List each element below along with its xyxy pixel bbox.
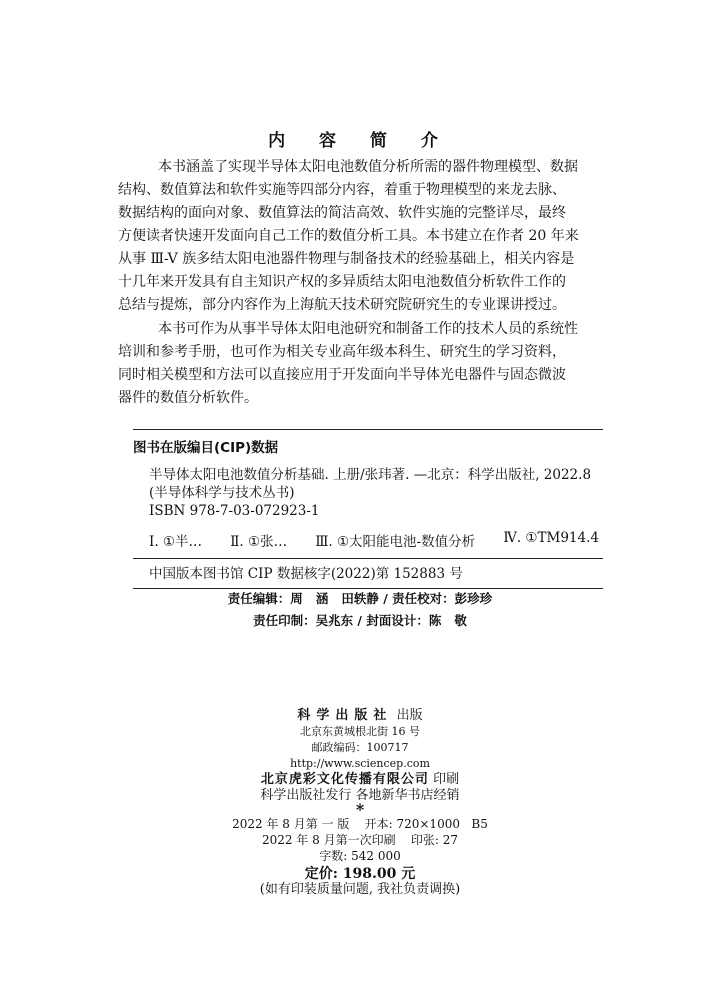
cip-divider: [133, 558, 603, 559]
price-line: 定价: 198.00 元: [304, 866, 416, 882]
intro-paragraph-1: [118, 156, 608, 317]
para1-line-7: 总结与提炼，部分内容作为上海航天技术研究院研究生的专业课讲授过。: [118, 297, 566, 313]
page-title: 内 容 简 介: [268, 131, 452, 151]
publisher-block: [0, 708, 720, 898]
para1-line-2: 结构、数值算法和软件实施等四部分内容，着重于物理模型的来龙去脉、: [118, 182, 566, 198]
cip-block: [133, 429, 603, 589]
printing-line: 2022 年 8 月第一次印刷 印张: 27: [261, 833, 458, 847]
publisher-suffix: 出版: [392, 708, 423, 723]
printer-suffix: 印刷: [428, 772, 460, 787]
cip-class-1: Ⅰ. ①半…: [149, 534, 203, 550]
publisher-url: http://www.sciencep.com: [290, 757, 430, 770]
publisher-line: [0, 708, 720, 724]
printer-line: [0, 772, 720, 788]
cip-class-3: Ⅲ. ①太阳能电池-数值分析: [315, 534, 476, 550]
cip-class-4: Ⅳ. ①TM914.4: [503, 530, 599, 546]
cip-series-line: (半导体科学与技术丛书): [149, 485, 295, 501]
para2-line-3: 同时相关模型和方法可以直接应用于开发面向半导体光电器件与固态微波: [118, 367, 566, 383]
para2-line-2: 培训和参考手册，也可作为相关专业高年级本科生、研究生的学习资料，: [118, 344, 566, 360]
intro-paragraph-2: [118, 318, 608, 410]
para2-line-4: 器件的数值分析软件。: [118, 390, 258, 406]
cip-isbn: ISBN 978-7-03-072923-1: [149, 503, 320, 519]
para1-line-3: 数据结构的面向对象、数值算法的简洁高效、软件实施的完整详尽，最终: [118, 205, 566, 221]
para1-line-4: 方便读者快速开发面向自己工作的数值分析工具。本书建立在作者 20 年来: [118, 228, 579, 244]
para2-line-1: 本书可作为从事半导体太阳电池研究和制备工作的技术人员的系统性: [158, 321, 578, 337]
cip-national-number: 中国版本图书馆 CIP 数据核字(2022)第 152883 号: [149, 566, 463, 582]
star-divider: *: [355, 800, 365, 819]
publisher-address: 北京东黄城根北街 16 号: [300, 725, 420, 738]
quality-note: (如有印装质量问题, 我社负责调换): [259, 882, 461, 897]
publisher-name: 科学出版社: [297, 708, 393, 723]
cip-class-2: Ⅱ. ①张…: [230, 534, 288, 550]
cip-bibliographic-line: 半导体太阳电池数值分析基础. 上册/张玮著. —北京：科学出版社, 2022.8: [149, 467, 592, 483]
wordcount-line: 字数: 542 000: [319, 849, 401, 863]
para1-line-5: 从事 Ⅲ-V 族多结太阳电池器件物理与制备技术的经验基础上，相关内容是: [118, 251, 575, 267]
para1-line-6: 十几年来开发具有自主知识产权的多异质结太阳电池数值分析软件工作的: [118, 274, 566, 290]
publisher-postcode: 邮政编码：100717: [311, 741, 409, 754]
cip-classification: [149, 530, 599, 550]
para1-line-1: 本书涵盖了实现半导体太阳电池数值分析所需的器件物理模型、数据: [158, 159, 578, 175]
printer-name: 北京虎彩文化传播有限公司: [260, 772, 429, 787]
editors-line-2: 责任印制：吴兆东 / 封面设计：陈 敬: [253, 613, 467, 628]
cip-header: 图书在版编目(CIP)数据: [133, 440, 279, 456]
editors-block: [0, 588, 720, 632]
distribution-line: 科学出版社发行 各地新华书店经销: [260, 788, 460, 803]
editors-line-1: 责任编辑：周 涵 田轶静 / 责任校对：彭珍珍: [227, 591, 493, 606]
edition-line: 2022 年 8 月第 一 版 开本: 720×1000 B5: [232, 817, 488, 831]
